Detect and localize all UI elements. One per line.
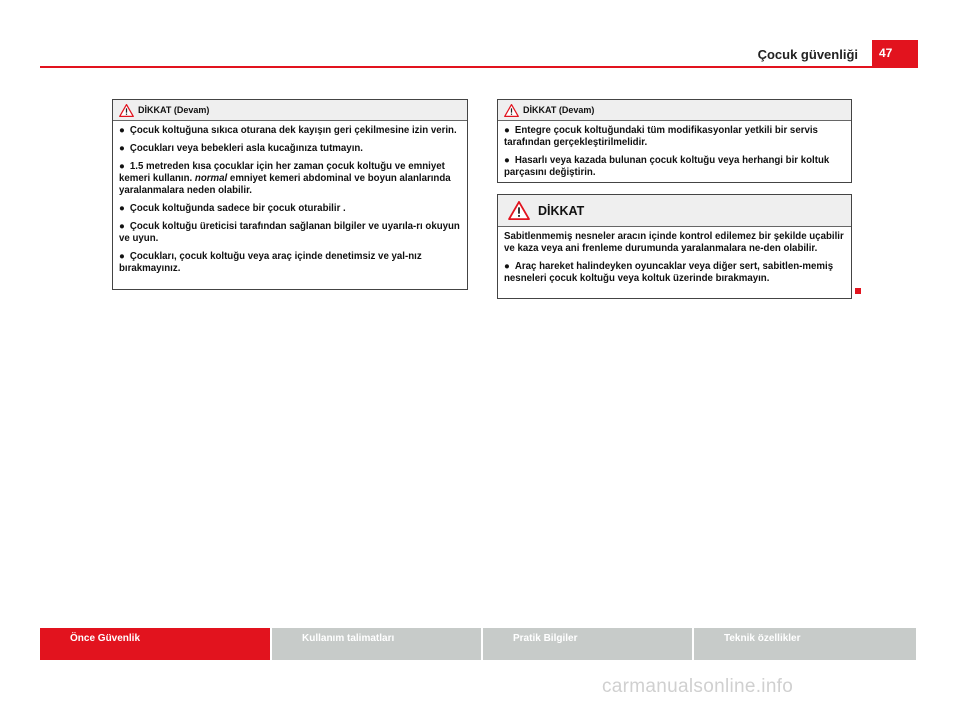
warning-item: ● 1.5 metreden kısa çocuklar için her zaman çocuk koltuğu ve emniyet kemeri kullanın. normal emniyet kemeri abdominal ve boyun alanlarında yaralanmalara neden olabilir. xyxy=(119,161,451,196)
tab-operating-instructions[interactable]: Kullanım talimatları xyxy=(272,628,481,660)
warning-box-right-top xyxy=(497,99,852,183)
warning-intro: Sabitlenmemiş nesneler aracın içinde kontrol edilemez bir şekilde uçabilir ve kaza veya ani frenleme durumunda yaralanmalara ne-den olabilir. xyxy=(504,231,844,254)
chapter-nav xyxy=(40,628,918,660)
warning-triangle-icon xyxy=(504,104,519,117)
bullet: ● xyxy=(504,261,510,272)
bullet: ● xyxy=(119,161,125,172)
warning-box-body xyxy=(498,227,851,285)
page-number-badge: 47 xyxy=(872,40,918,67)
warning-box-header xyxy=(113,100,467,121)
warning-item: ● Çocuk koltuğunda sadece bir çocuk oturabilir . xyxy=(119,203,346,214)
warning-box-header xyxy=(498,195,851,227)
warning-triangle-icon xyxy=(508,201,530,220)
page-title: Çocuk güvenliği xyxy=(757,47,858,62)
warning-box-header xyxy=(498,100,851,121)
bullet: ● xyxy=(504,125,510,136)
watermark: carmanualsonline.info xyxy=(602,676,794,697)
warning-box-heading: DİKKAT (Devam) xyxy=(138,105,210,115)
warning-box-body xyxy=(498,121,851,179)
warning-box-right-bottom xyxy=(497,194,852,299)
warning-item: ● Çocuk koltuğu üreticisi tarafından sağlanan bilgiler ve uyarıla-rı okuyun ve uyun. xyxy=(119,221,460,244)
bullet: ● xyxy=(119,143,125,154)
warning-box-body xyxy=(113,121,467,275)
warning-box-left xyxy=(112,99,468,290)
warning-item: ● Araç hareket halindeyken oyuncaklar veya diğer sert, sabitlen-memiş nesneleri çocuk koltuğu veya koltuk üzerinde bırakmayın. xyxy=(504,261,834,284)
bullet: ● xyxy=(119,251,125,262)
bullet: ● xyxy=(504,155,510,166)
emphasis-text: normal xyxy=(194,173,228,184)
bullet: ● xyxy=(119,221,125,232)
warning-item: ● Çocukları, çocuk koltuğu veya araç içinde denetimsiz ve yal-nız bırakmayınız. xyxy=(119,251,422,274)
bullet: ● xyxy=(119,203,125,214)
warning-item: ● Çocuk koltuğuna sıkıca oturana dek kayışın geri çekilmesine izin verin. xyxy=(119,125,457,136)
bullet: ● xyxy=(119,125,125,136)
warning-item: ● Çocukları veya bebekleri asla kucağınıza tutmayın. xyxy=(119,143,363,154)
header-rule xyxy=(40,66,918,68)
section-end-marker xyxy=(855,288,861,294)
tab-practical-information[interactable]: Pratik Bilgiler xyxy=(483,628,692,660)
warning-item: ● Hasarlı veya kazada bulunan çocuk koltuğu veya herhangi bir koltuk parçasını değiştirin. xyxy=(504,155,830,178)
tab-technical-specifications[interactable]: Teknik özellikler xyxy=(694,628,916,660)
warning-box-heading: DİKKAT (Devam) xyxy=(523,105,595,115)
warning-box-heading: DİKKAT xyxy=(538,203,585,218)
warning-item: ● Entegre çocuk koltuğundaki tüm modifikasyonlar yetkili bir servis tarafından gerçekleştirilmelidir. xyxy=(504,125,818,148)
warning-triangle-icon xyxy=(119,104,134,117)
tab-safety-first[interactable]: Önce Güvenlik xyxy=(40,628,270,660)
